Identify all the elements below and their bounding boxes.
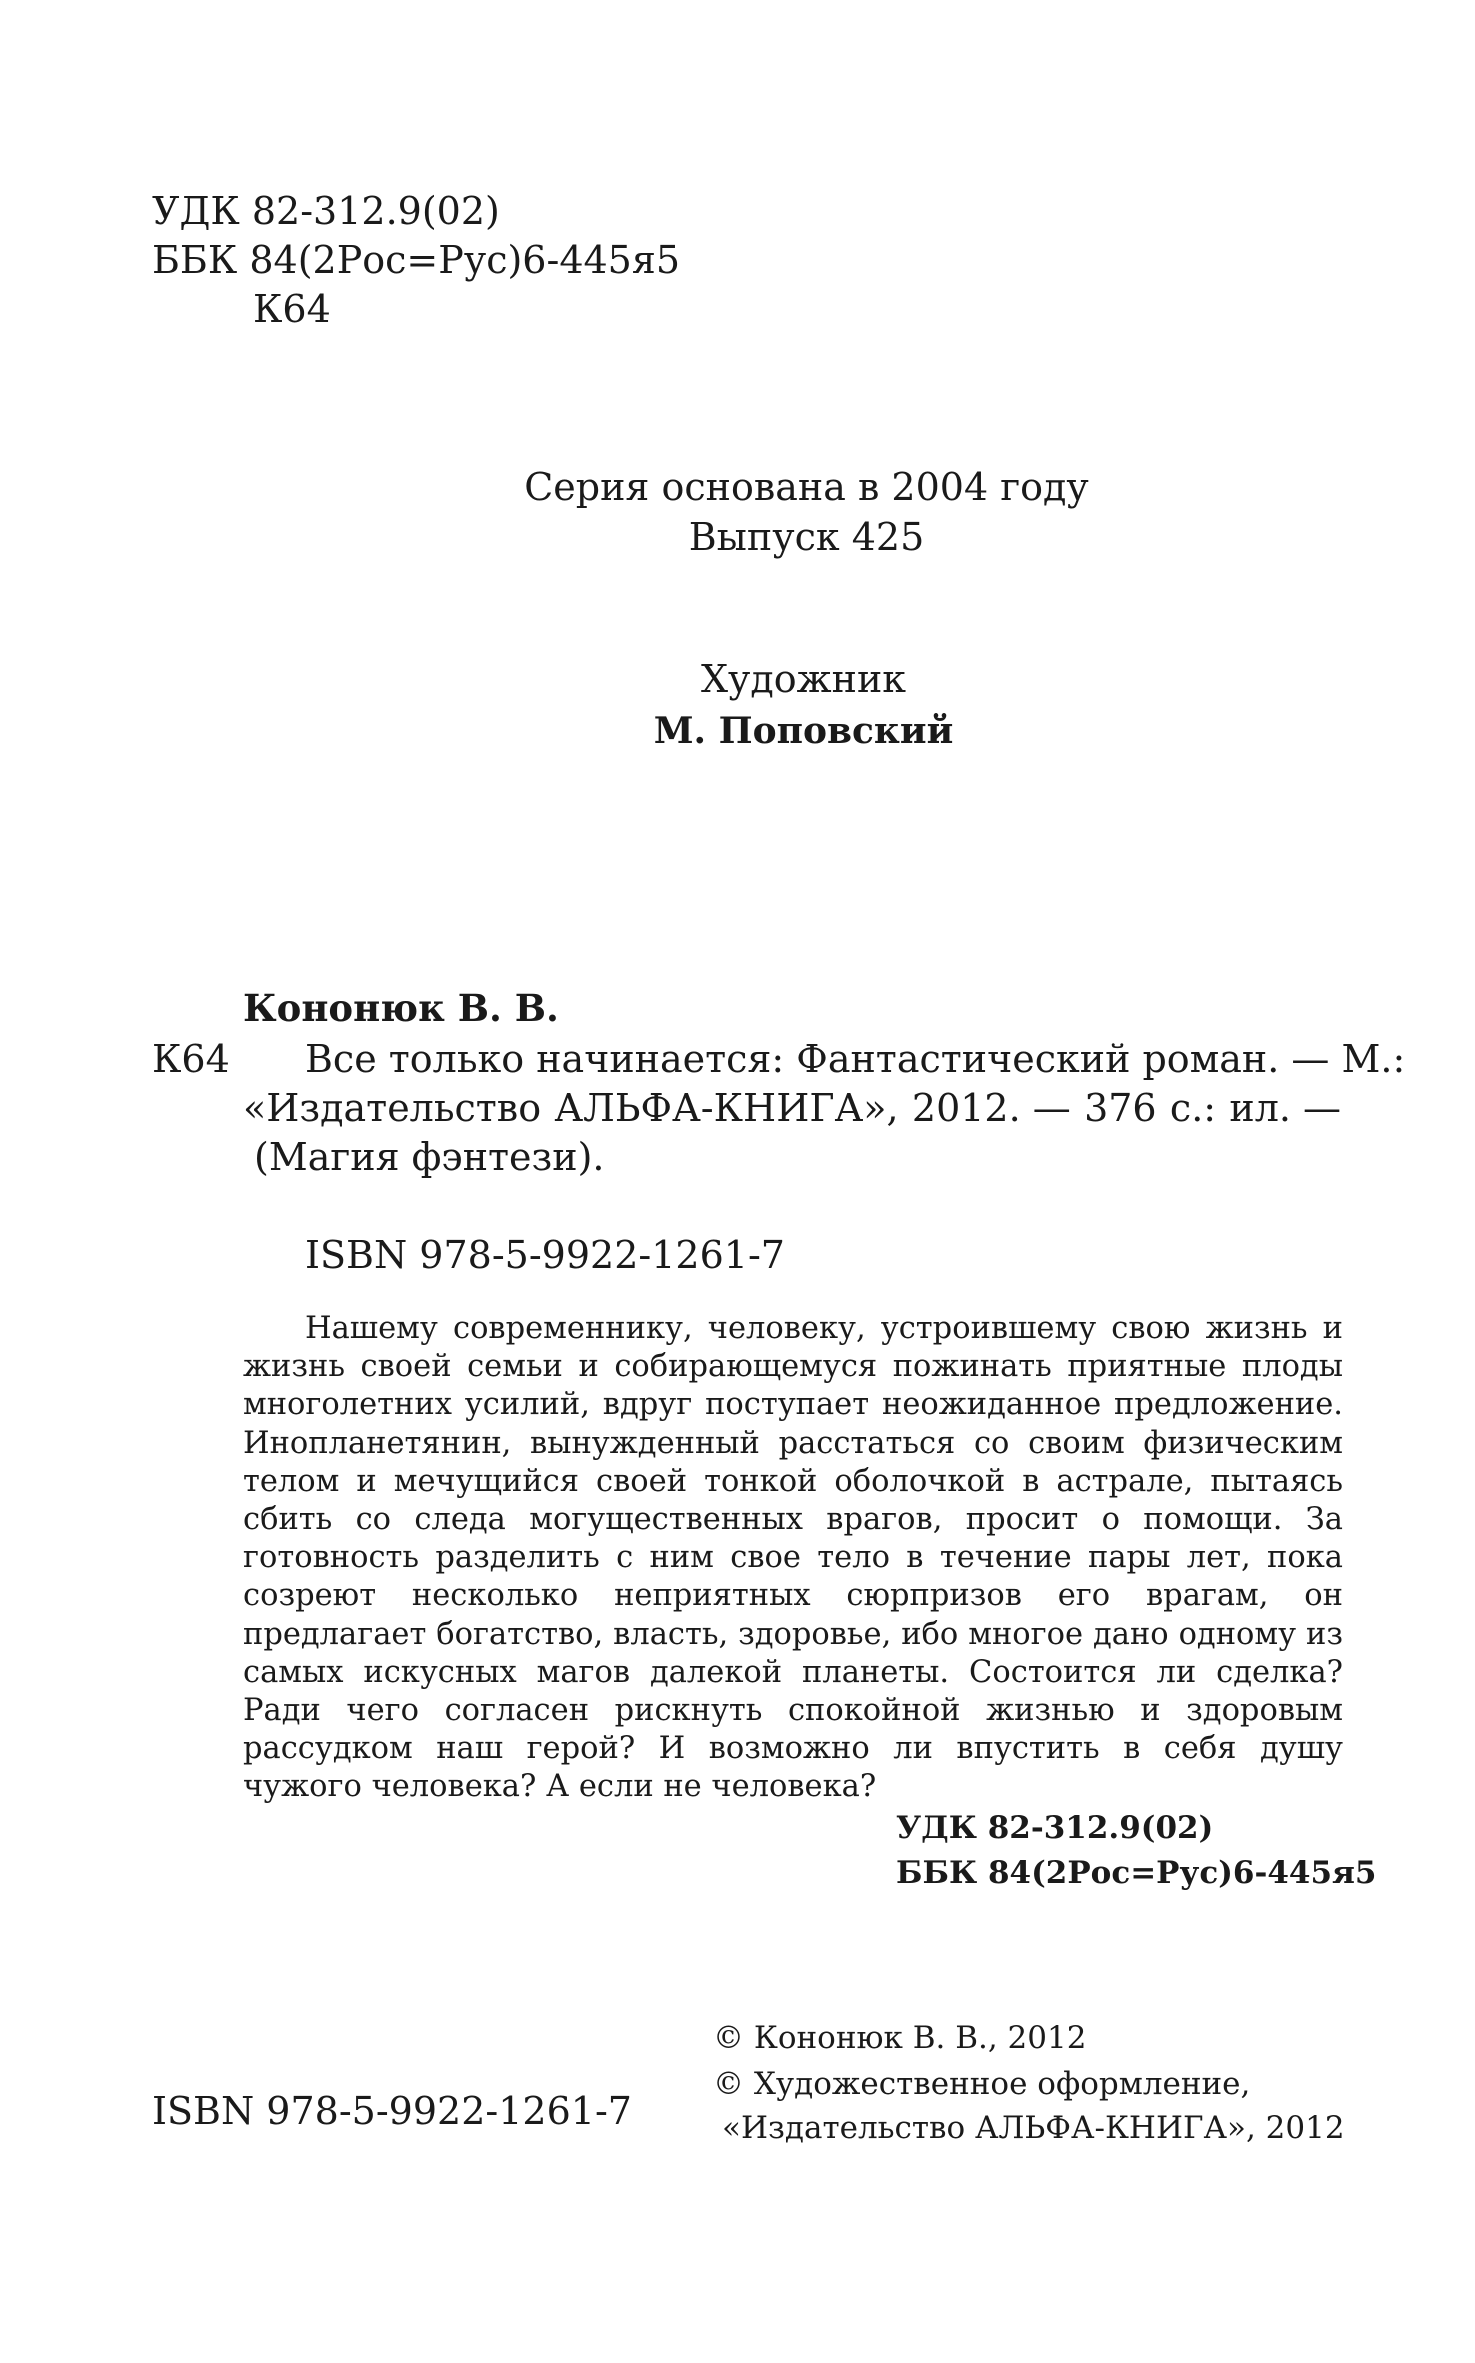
- bbk-code-bottom: ББК 84(2Рос=Рус)6-445я5: [896, 1855, 1377, 1891]
- bib-publisher-line: [243, 1086, 1341, 1130]
- bib-series-line: (Магия фэнтези).: [254, 1135, 605, 1179]
- copyright-publisher: «Издательство АЛЬФА-КНИГА», 2012: [722, 2110, 1345, 2146]
- bib-part: АЛЬФА-КНИГА»,: [554, 1086, 899, 1130]
- bib-title-line: Все только начинается: Фантастический роман. — М.:: [305, 1037, 1406, 1081]
- bib-part: 2012. —: [911, 1086, 1071, 1130]
- udk-code: УДК 82-312.9(02): [152, 189, 500, 233]
- copyright-author: © Кононюк В. В., 2012: [713, 2020, 1087, 2056]
- bib-part: «Издательство: [243, 1086, 542, 1130]
- isbn-entry: ISBN 978-5-9922-1261-7: [305, 1233, 785, 1277]
- bib-part: ил. —: [1229, 1086, 1341, 1130]
- book-author: Кононюк В. В.: [243, 986, 559, 1030]
- author-mark: К64: [253, 287, 331, 331]
- artist-name: М. Поповский: [653, 710, 954, 752]
- bib-author-mark: К64: [152, 1037, 230, 1081]
- bib-part: с.:: [1169, 1086, 1217, 1130]
- annotation-text: Нашему современнику, человеку, устроившему свою жизнь и жизнь своей семьи и собирающемуся пожинать приятные плоды многолетних усилий, вдруг поступает неожиданное предложение. Инопланетянин, вынужденный расстаться со своим физическим телом и мечущийся своей тонкой оболочкой в астрале, пытаясь сбить со следа могущественных врагов, просит о помощи. За готовность разделить с ним свое тело в течение пары лет, пока созреют несколько неприятных сюрпризов его врагам, он предлагает богатство, власть, здоровье, ибо многое дано одному из самых искусных магов далекой планеты. Состоится ли сделка? Ради чего согласен рискнуть спокойной жизнью и здоровым рассудком наш герой? И возможно ли впустить в себя душу чужого человека? А если не человека?: [243, 1311, 1343, 1805]
- udk-code-bottom: УДК 82-312.9(02): [896, 1810, 1214, 1846]
- isbn-bottom: ISBN 978-5-9922-1261-7: [152, 2089, 632, 2133]
- annotation: [243, 1310, 1343, 1807]
- copyright-design: © Художественное оформление,: [713, 2066, 1251, 2102]
- bbk-code: ББК 84(2Рос=Рус)6-445я5: [152, 238, 680, 282]
- series-issue: Выпуск 425: [688, 515, 925, 559]
- artist-label: Художник: [700, 657, 907, 701]
- series-founded: Серия основана в 2004 году: [524, 465, 1089, 509]
- bib-part: 376: [1084, 1086, 1157, 1130]
